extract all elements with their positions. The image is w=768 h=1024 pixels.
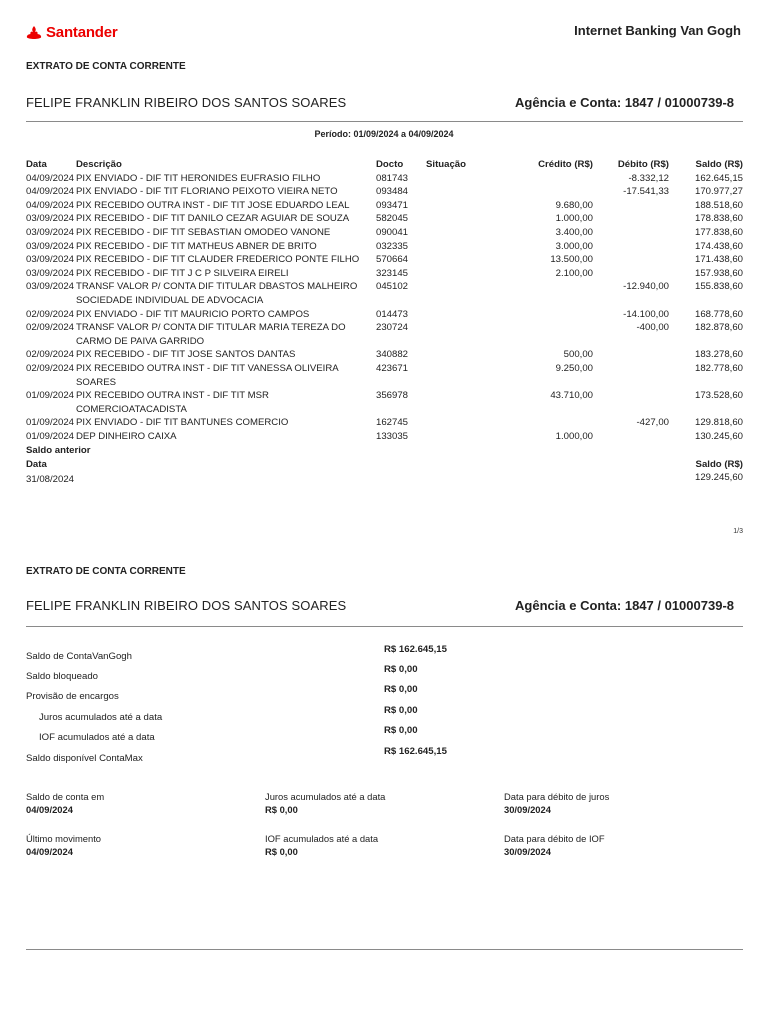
balance-label: IOF acumulados até a data [39, 732, 155, 743]
statement-header-row [26, 158, 743, 172]
santander-logo [26, 24, 118, 41]
col-credit: Crédito (R$) [538, 159, 593, 170]
table-row [26, 362, 743, 389]
row-description: PIX RECEBIDO - DIF TIT MATHEUS ABNER DE BRITO [76, 240, 317, 252]
balance-value: R$ 162.645,15 [384, 644, 447, 655]
flame-icon [26, 25, 42, 41]
divider [26, 121, 743, 122]
row-balance: 157.938,60 [694, 267, 743, 279]
row-balance: 183.278,60 [694, 349, 743, 361]
balance-label: Saldo disponível ContaMax [26, 753, 143, 764]
row-description: PIX ENVIADO - DIF TIT HERONIDES EUFRASIO FILHO [76, 172, 321, 184]
row-credit [516, 416, 593, 430]
row-status [426, 389, 516, 416]
row-date: 01/09/2024 [26, 390, 75, 402]
row-document: 093471 [376, 199, 409, 211]
row-status [426, 348, 516, 362]
row-debit [593, 199, 669, 213]
row-date: 03/09/2024 [26, 254, 75, 266]
row-status [426, 416, 516, 430]
row-balance: 170.977,27 [694, 186, 743, 198]
row-status [426, 321, 516, 348]
balance-value: R$ 0,00 [384, 725, 418, 736]
row-credit [516, 308, 593, 322]
row-balance: 130.245,60 [694, 430, 743, 442]
app-title: Internet Banking Van Gogh [574, 23, 741, 38]
col-description: Descrição [76, 159, 122, 170]
table-row [26, 321, 743, 348]
row-balance: 162.645,15 [694, 172, 743, 184]
statement-table [26, 158, 743, 443]
balance-value: R$ 0,00 [384, 684, 418, 695]
row-debit: -400,00 [636, 322, 669, 334]
row-credit: 43.710,00 [550, 390, 593, 402]
balance-value: R$ 162.645,15 [384, 746, 447, 757]
table-row [26, 226, 743, 240]
row-document: 340882 [376, 349, 409, 361]
row-debit: -427,00 [636, 417, 669, 429]
row-date: 03/09/2024 [26, 213, 75, 225]
row-balance: 177.838,60 [694, 226, 743, 238]
row-status [426, 212, 516, 226]
row-balance: 188.518,60 [694, 199, 743, 211]
row-description: PIX ENVIADO - DIF TIT FLORIANO PEIXOTO VIEIRA NETO [76, 186, 338, 198]
row-credit: 2.100,00 [555, 267, 593, 279]
row-debit [593, 212, 669, 226]
row-credit: 3.400,00 [555, 226, 593, 238]
row-date: 04/09/2024 [26, 172, 75, 184]
row-status [426, 172, 516, 186]
row-debit [593, 253, 669, 267]
row-credit: 1.000,00 [555, 430, 593, 442]
row-document: 014473 [376, 308, 409, 320]
row-date: 01/09/2024 [26, 417, 75, 429]
row-description: TRANSF VALOR P/ CONTA DIF TITULAR DBASTOS MALHEIRO SOCIEDADE INDIVIDUAL DE ADVOCACIA [76, 281, 358, 306]
row-status [426, 430, 516, 444]
row-status [426, 199, 516, 213]
row-document: 356978 [376, 390, 409, 402]
row-debit [593, 240, 669, 254]
balance-value: R$ 0,00 [384, 705, 418, 716]
summary-label: Data para débito de IOF [504, 833, 605, 844]
previous-balance-amount: 129.245,60 [694, 472, 743, 483]
table-row [26, 430, 743, 444]
summary-value: 30/09/2024 [504, 804, 551, 815]
agency-account-2: Agência e Conta: 1847 / 01000739-8 [515, 598, 734, 613]
row-status [426, 362, 516, 389]
row-balance: 182.878,60 [694, 322, 743, 334]
row-date: 01/09/2024 [26, 430, 75, 442]
row-description: PIX ENVIADO - DIF TIT BANTUNES COMERCIO [76, 417, 289, 429]
table-row [26, 267, 743, 281]
table-row [26, 389, 743, 416]
row-balance: 178.838,60 [694, 213, 743, 225]
row-credit [516, 280, 593, 307]
row-credit [516, 185, 593, 199]
row-document: 032335 [376, 240, 409, 252]
balance-label: Juros acumulados até a data [39, 712, 163, 723]
row-balance: 182.778,60 [694, 362, 743, 374]
summary-label: IOF acumulados até a data [265, 833, 379, 844]
row-balance: 129.818,60 [694, 417, 743, 429]
account-holder-name-2: FELIPE FRANKLIN RIBEIRO DOS SANTOS SOARES [26, 598, 347, 613]
row-status [426, 280, 516, 307]
summary-label: Data para débito de juros [504, 791, 610, 802]
row-status [426, 253, 516, 267]
row-date: 02/09/2024 [26, 349, 75, 361]
page-number: 1/3 [733, 528, 743, 535]
row-description: PIX RECEBIDO - DIF TIT J C P SILVEIRA EIRELI [76, 267, 289, 279]
row-document: 230724 [376, 322, 409, 334]
row-document: 090041 [376, 226, 409, 238]
row-document: 045102 [376, 281, 409, 293]
col-status: Situação [426, 159, 466, 170]
summary-value: 04/09/2024 [26, 804, 73, 815]
row-document: 582045 [376, 213, 409, 225]
row-document: 133035 [376, 430, 409, 442]
table-row [26, 253, 743, 267]
previous-balance-date: 31/08/2024 [26, 474, 75, 485]
summary-value: R$ 0,00 [265, 804, 298, 815]
row-debit [593, 389, 669, 416]
row-date: 04/09/2024 [26, 199, 75, 211]
row-date: 02/09/2024 [26, 322, 75, 334]
previous-balance-date-label: Data [26, 459, 47, 470]
summary-value: 30/09/2024 [504, 846, 551, 857]
row-description: PIX RECEBIDO - DIF TIT DANILO CEZAR AGUIAR DE SOUZA [76, 213, 350, 225]
balance-label: Saldo bloqueado [26, 671, 99, 682]
row-date: 03/09/2024 [26, 267, 75, 279]
row-description: PIX RECEBIDO - DIF TIT SEBASTIAN OMODEO VANONE [76, 226, 331, 238]
footer-divider [26, 949, 743, 950]
col-date: Data [26, 159, 47, 170]
row-description: PIX RECEBIDO OUTRA INST - DIF TIT VANESSA OLIVEIRA SOARES [76, 362, 339, 388]
row-document: 570664 [376, 254, 409, 266]
col-balance: Saldo (R$) [695, 159, 743, 170]
row-description: TRANSF VALOR P/ CONTA DIF TITULAR MARIA TEREZA DO CARMO DE PAIVA GARRIDO [76, 322, 346, 347]
row-description: PIX RECEBIDO OUTRA INST - DIF TIT MSR COMERCIOATACADISTA [76, 390, 269, 415]
summary-value: R$ 0,00 [265, 846, 298, 857]
row-date: 03/09/2024 [26, 226, 75, 238]
table-row [26, 212, 743, 226]
previous-balance-title: Saldo anterior [26, 445, 91, 456]
balance-label: Provisão de encargos [26, 691, 119, 702]
row-debit: -17.541,33 [623, 186, 669, 198]
row-debit: -8.332,12 [628, 172, 669, 184]
table-row [26, 348, 743, 362]
summary-label: Saldo de conta em [26, 791, 105, 802]
previous-balance-amount-label: Saldo (R$) [695, 459, 743, 470]
row-balance: 173.528,60 [694, 390, 743, 402]
summary-label: Juros acumulados até a data [265, 791, 386, 802]
brand-name: Santander [46, 24, 118, 41]
row-status [426, 226, 516, 240]
row-status [426, 240, 516, 254]
row-description: DEP DINHEIRO CAIXA [76, 430, 177, 442]
row-date: 03/09/2024 [26, 281, 75, 293]
row-credit: 500,00 [563, 349, 593, 361]
row-status [426, 308, 516, 322]
col-debit: Débito (R$) [617, 159, 669, 170]
row-credit: 13.500,00 [550, 254, 593, 266]
row-description: PIX RECEBIDO - DIF TIT CLAUDER FREDERICO PONTE FILHO [76, 254, 360, 266]
row-document: 162745 [376, 417, 409, 429]
balance-label: Saldo de ContaVanGogh [26, 651, 132, 662]
statement-period: Período: 01/09/2024 a 04/09/2024 [314, 129, 454, 139]
row-debit [593, 267, 669, 281]
divider-2 [26, 626, 743, 627]
summary-label: Último movimento [26, 833, 102, 844]
section-title-2: EXTRATO DE CONTA CORRENTE [26, 566, 186, 577]
row-credit [516, 321, 593, 348]
row-document: 423671 [376, 362, 409, 374]
row-debit [593, 348, 669, 362]
row-description: PIX RECEBIDO - DIF TIT JOSE SANTOS DANTAS [76, 349, 296, 361]
row-credit [516, 172, 593, 186]
row-balance: 168.778,60 [694, 308, 743, 320]
row-credit: 1.000,00 [555, 213, 593, 225]
row-date: 04/09/2024 [26, 186, 75, 198]
section-title: EXTRATO DE CONTA CORRENTE [26, 61, 186, 72]
row-status [426, 185, 516, 199]
table-row [26, 280, 743, 307]
table-row [26, 416, 743, 430]
row-debit [593, 226, 669, 240]
row-date: 03/09/2024 [26, 240, 75, 252]
table-row [26, 199, 743, 213]
row-credit: 3.000,00 [555, 240, 593, 252]
row-debit: -14.100,00 [623, 308, 669, 320]
row-debit [593, 430, 669, 444]
row-balance: 174.438,60 [694, 240, 743, 252]
row-credit: 9.680,00 [555, 199, 593, 211]
row-balance: 155.838,60 [694, 281, 743, 293]
row-document: 093484 [376, 186, 409, 198]
row-document: 323145 [376, 267, 409, 279]
row-document: 081743 [376, 172, 409, 184]
table-row [26, 185, 743, 199]
row-description: PIX ENVIADO - DIF TIT MAURICIO PORTO CAMPOS [76, 308, 310, 320]
table-row [26, 308, 743, 322]
row-debit: -12.940,00 [623, 281, 669, 293]
row-date: 02/09/2024 [26, 308, 75, 320]
col-document: Docto [376, 159, 404, 170]
row-debit [593, 362, 669, 389]
table-row [26, 240, 743, 254]
row-date: 02/09/2024 [26, 362, 75, 374]
row-balance: 171.438,60 [694, 254, 743, 266]
row-description: PIX RECEBIDO OUTRA INST - DIF TIT JOSE EDUARDO LEAL [76, 199, 350, 211]
balance-value: R$ 0,00 [384, 664, 418, 675]
agency-account: Agência e Conta: 1847 / 01000739-8 [515, 95, 734, 110]
row-status [426, 267, 516, 281]
table-row [26, 172, 743, 186]
summary-value: 04/09/2024 [26, 846, 73, 857]
account-holder-name: FELIPE FRANKLIN RIBEIRO DOS SANTOS SOARES [26, 95, 347, 110]
row-credit: 9.250,00 [555, 362, 593, 374]
